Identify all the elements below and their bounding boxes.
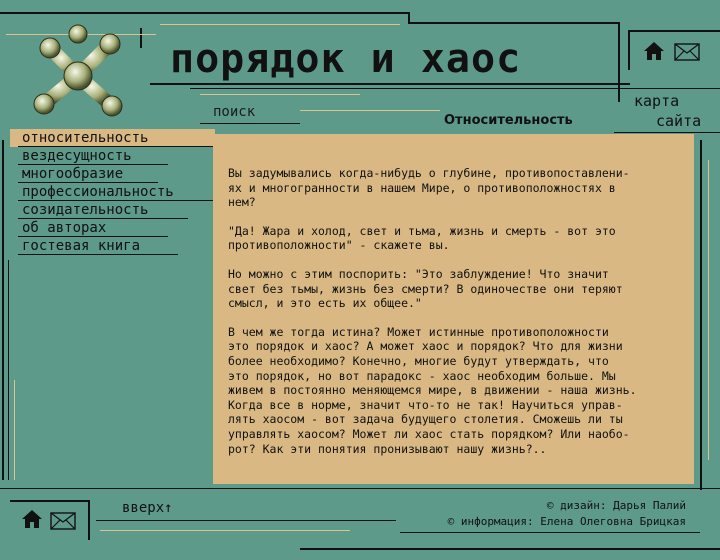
nav-item-omnipresence[interactable]: вездесущность xyxy=(10,147,215,165)
mail-icon[interactable] xyxy=(674,42,700,62)
footer-home-icon[interactable] xyxy=(20,508,44,530)
back-to-top-link[interactable]: вверх↑ xyxy=(122,500,173,516)
jack-logo-icon xyxy=(14,20,142,132)
sitemap-link-line2[interactable]: сайта xyxy=(656,112,702,130)
sidebar-nav xyxy=(10,129,215,255)
search-link[interactable]: поиск xyxy=(213,104,256,120)
credits xyxy=(448,498,686,530)
sitemap-link[interactable]: карта xyxy=(634,92,680,110)
credit-design: © дизайн: Дарья Палий xyxy=(546,499,686,512)
paragraph: Вы задумывались когда-нибудь о глубине, противопоставлени- ях и многогранности в нашем Мире, о противоположностях в нем? xyxy=(228,166,630,210)
page-title: Относительность xyxy=(444,113,573,128)
nav-item-diversity[interactable]: многообразие xyxy=(10,165,215,183)
article-panel xyxy=(213,134,694,484)
credit-info: © информация: Елена Олеговна Брицкая xyxy=(447,515,686,528)
nav-item-authors[interactable]: об авторах xyxy=(10,219,215,237)
nav-item-relativity[interactable]: относительность xyxy=(10,129,215,147)
paragraph: Но можно с этим поспорить: "Это заблуждение! Что значит свет без тьмы, жизнь без смерти? В одиночестве они теряют смысл, и это есть их общее." xyxy=(228,266,623,311)
site-title: порядок и хаос xyxy=(170,36,522,82)
paragraph: "Да! Жара и холод, свет и тьма, жизнь и смерть - вот это противоположности" - скажете вы. xyxy=(228,223,616,253)
nav-item-guestbook[interactable]: гостевая книга xyxy=(10,237,215,255)
paragraph: В чем же тогда истина? Может истинные противоположности это порядок и хаос? А может хаос и порядок? Что для жизни более необходимо? Конечно, многие будут утверждать, что это порядок, но вот парадокс - хаос необходим больше. Мы живем в постоянно меняющемся мире, в движении - наша жизнь. Когда все в норме, значит что-то не так! Научиться управ- лять хаосом - вот задача будущего столетия. Сможешь ли ты управлять хаосом? Может ли хаос стать порядком? Или наобо- рот? Как эти понятия пронизывают нашу жизнь?.. xyxy=(228,324,637,456)
nav-item-professionalism[interactable]: профессиональность xyxy=(10,183,215,201)
home-icon[interactable] xyxy=(642,40,666,62)
footer-mail-icon[interactable] xyxy=(50,511,76,531)
nav-item-creativity[interactable]: созидательность xyxy=(10,201,215,219)
